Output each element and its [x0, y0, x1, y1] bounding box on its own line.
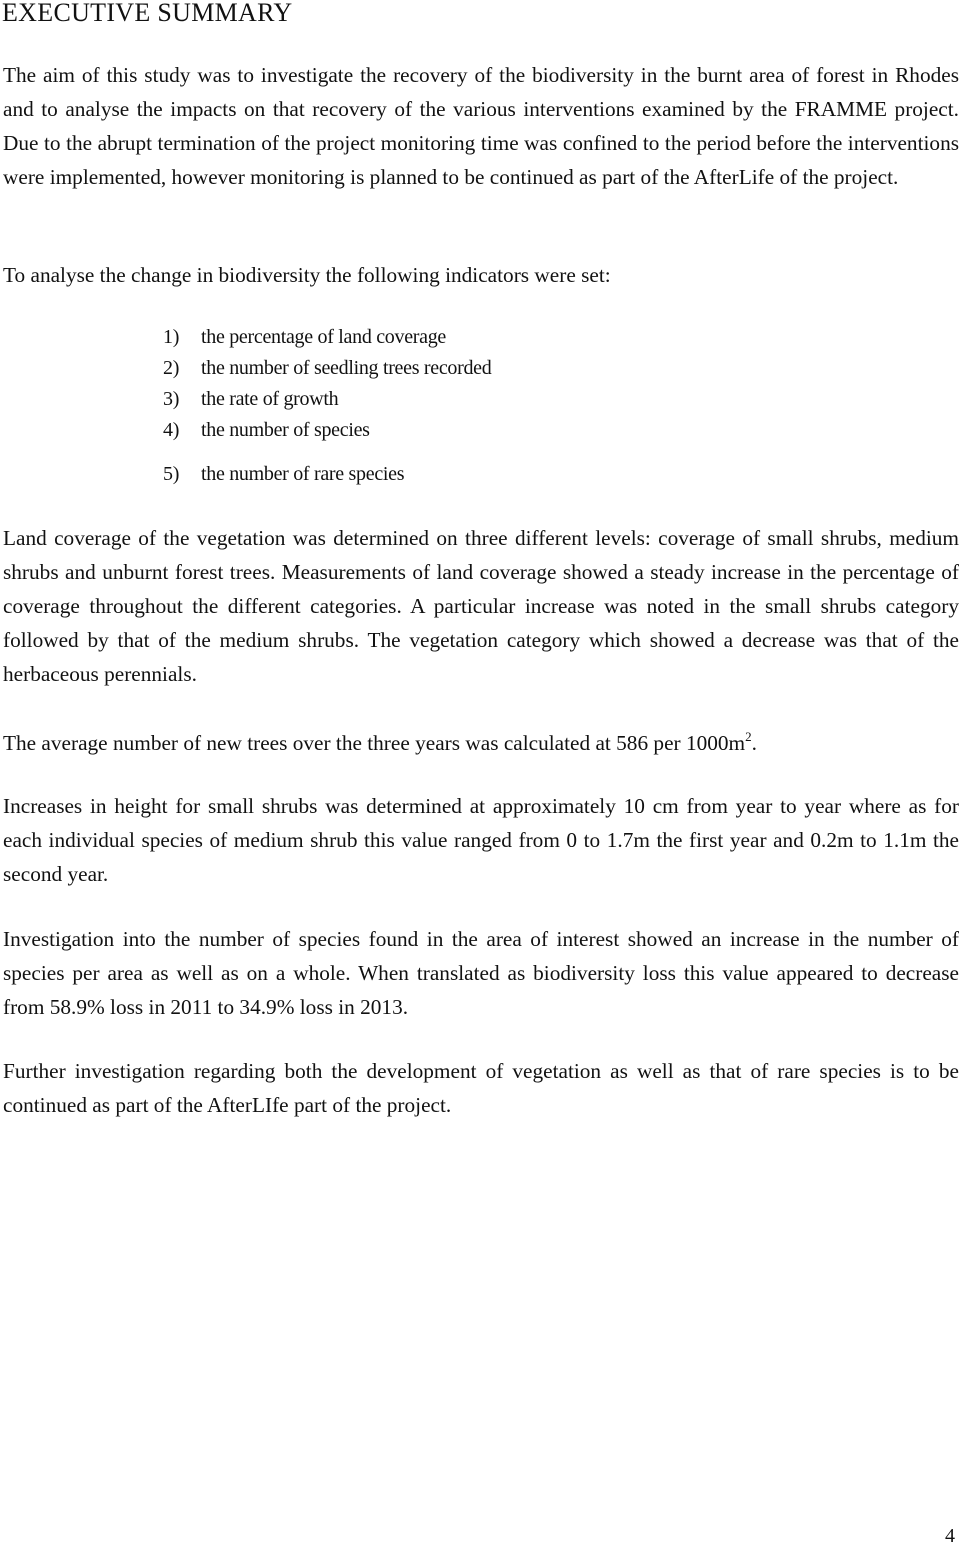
list-item-number: 1)	[163, 326, 180, 348]
paragraph-new-trees	[3, 726, 959, 760]
list-item-number: 5)	[163, 463, 180, 485]
paragraph-indicators-intro: To analyse the change in biodiversity the following indicators were set:	[3, 263, 611, 287]
section-heading: EXECUTIVE SUMMARY	[2, 0, 293, 27]
list-item-text: the number of rare species	[201, 463, 405, 485]
list-item-text: the number of seedling trees recorded	[201, 357, 492, 379]
list-item-number: 4)	[163, 419, 180, 441]
superscript-exponent: 2	[745, 729, 752, 744]
page-number: 4	[945, 1525, 955, 1547]
list-item-number: 2)	[163, 357, 180, 379]
paragraph-land-coverage: Land coverage of the vegetation was determined on three different levels: coverage of small shrubs, medium shrubs and unburnt forest trees. Measurements of land coverage showed a steady increase in the percentage of coverage throughout the different categories. A particular increase was noted in the small shrubs category followed by that of the medium shrubs. The vegetation category which showed a decrease was that of the herbaceous perennials.	[3, 526, 959, 686]
indicator-list	[163, 322, 491, 490]
list-item	[163, 384, 491, 415]
list-item-text: the number of species	[201, 419, 370, 441]
new-trees-text: The average number of new trees over the three years was calculated at 586 per 1000m	[3, 731, 746, 755]
paragraph-species-count: Investigation into the number of species found in the area of interest showed an increase in the number of species per area as well as on a whole. When translated as biodiversity loss this value appeared to decrease from 58.9% loss in 2011 to 34.9% loss in 2013.	[3, 927, 959, 1019]
list-item	[163, 322, 491, 353]
list-item-text: the percentage of land coverage	[201, 326, 446, 348]
list-item	[163, 353, 491, 384]
paragraph-further-investigation: Further investigation regarding both the development of vegetation as well as that of rare species is to be continued as part of the AfterLIfe part of the project.	[3, 1059, 959, 1117]
list-item-number: 3)	[163, 388, 180, 410]
list-item	[163, 459, 491, 490]
list-item	[163, 415, 491, 446]
paragraph-growth-rate: Increases in height for small shrubs was determined at approximately 10 cm from year to year where as for each individual species of medium shrub this value ranged from 0 to 1.7m the first year and 0.2m to 1.1m the second year.	[3, 794, 959, 886]
list-item-text: the rate of growth	[201, 388, 339, 410]
paragraph-study-aim: The aim of this study was to investigate the recovery of the biodiversity in the burnt area of forest in Rhodes and to analyse the impacts on that recovery of the various interventions examined by the FRAMME project. Due to the abrupt termination of the project monitoring time was confined to the period before the interventions were implemented, however monitoring is planned to be continued as part of the AfterLife of the project.	[3, 63, 959, 189]
sentence-end: .	[751, 731, 757, 755]
